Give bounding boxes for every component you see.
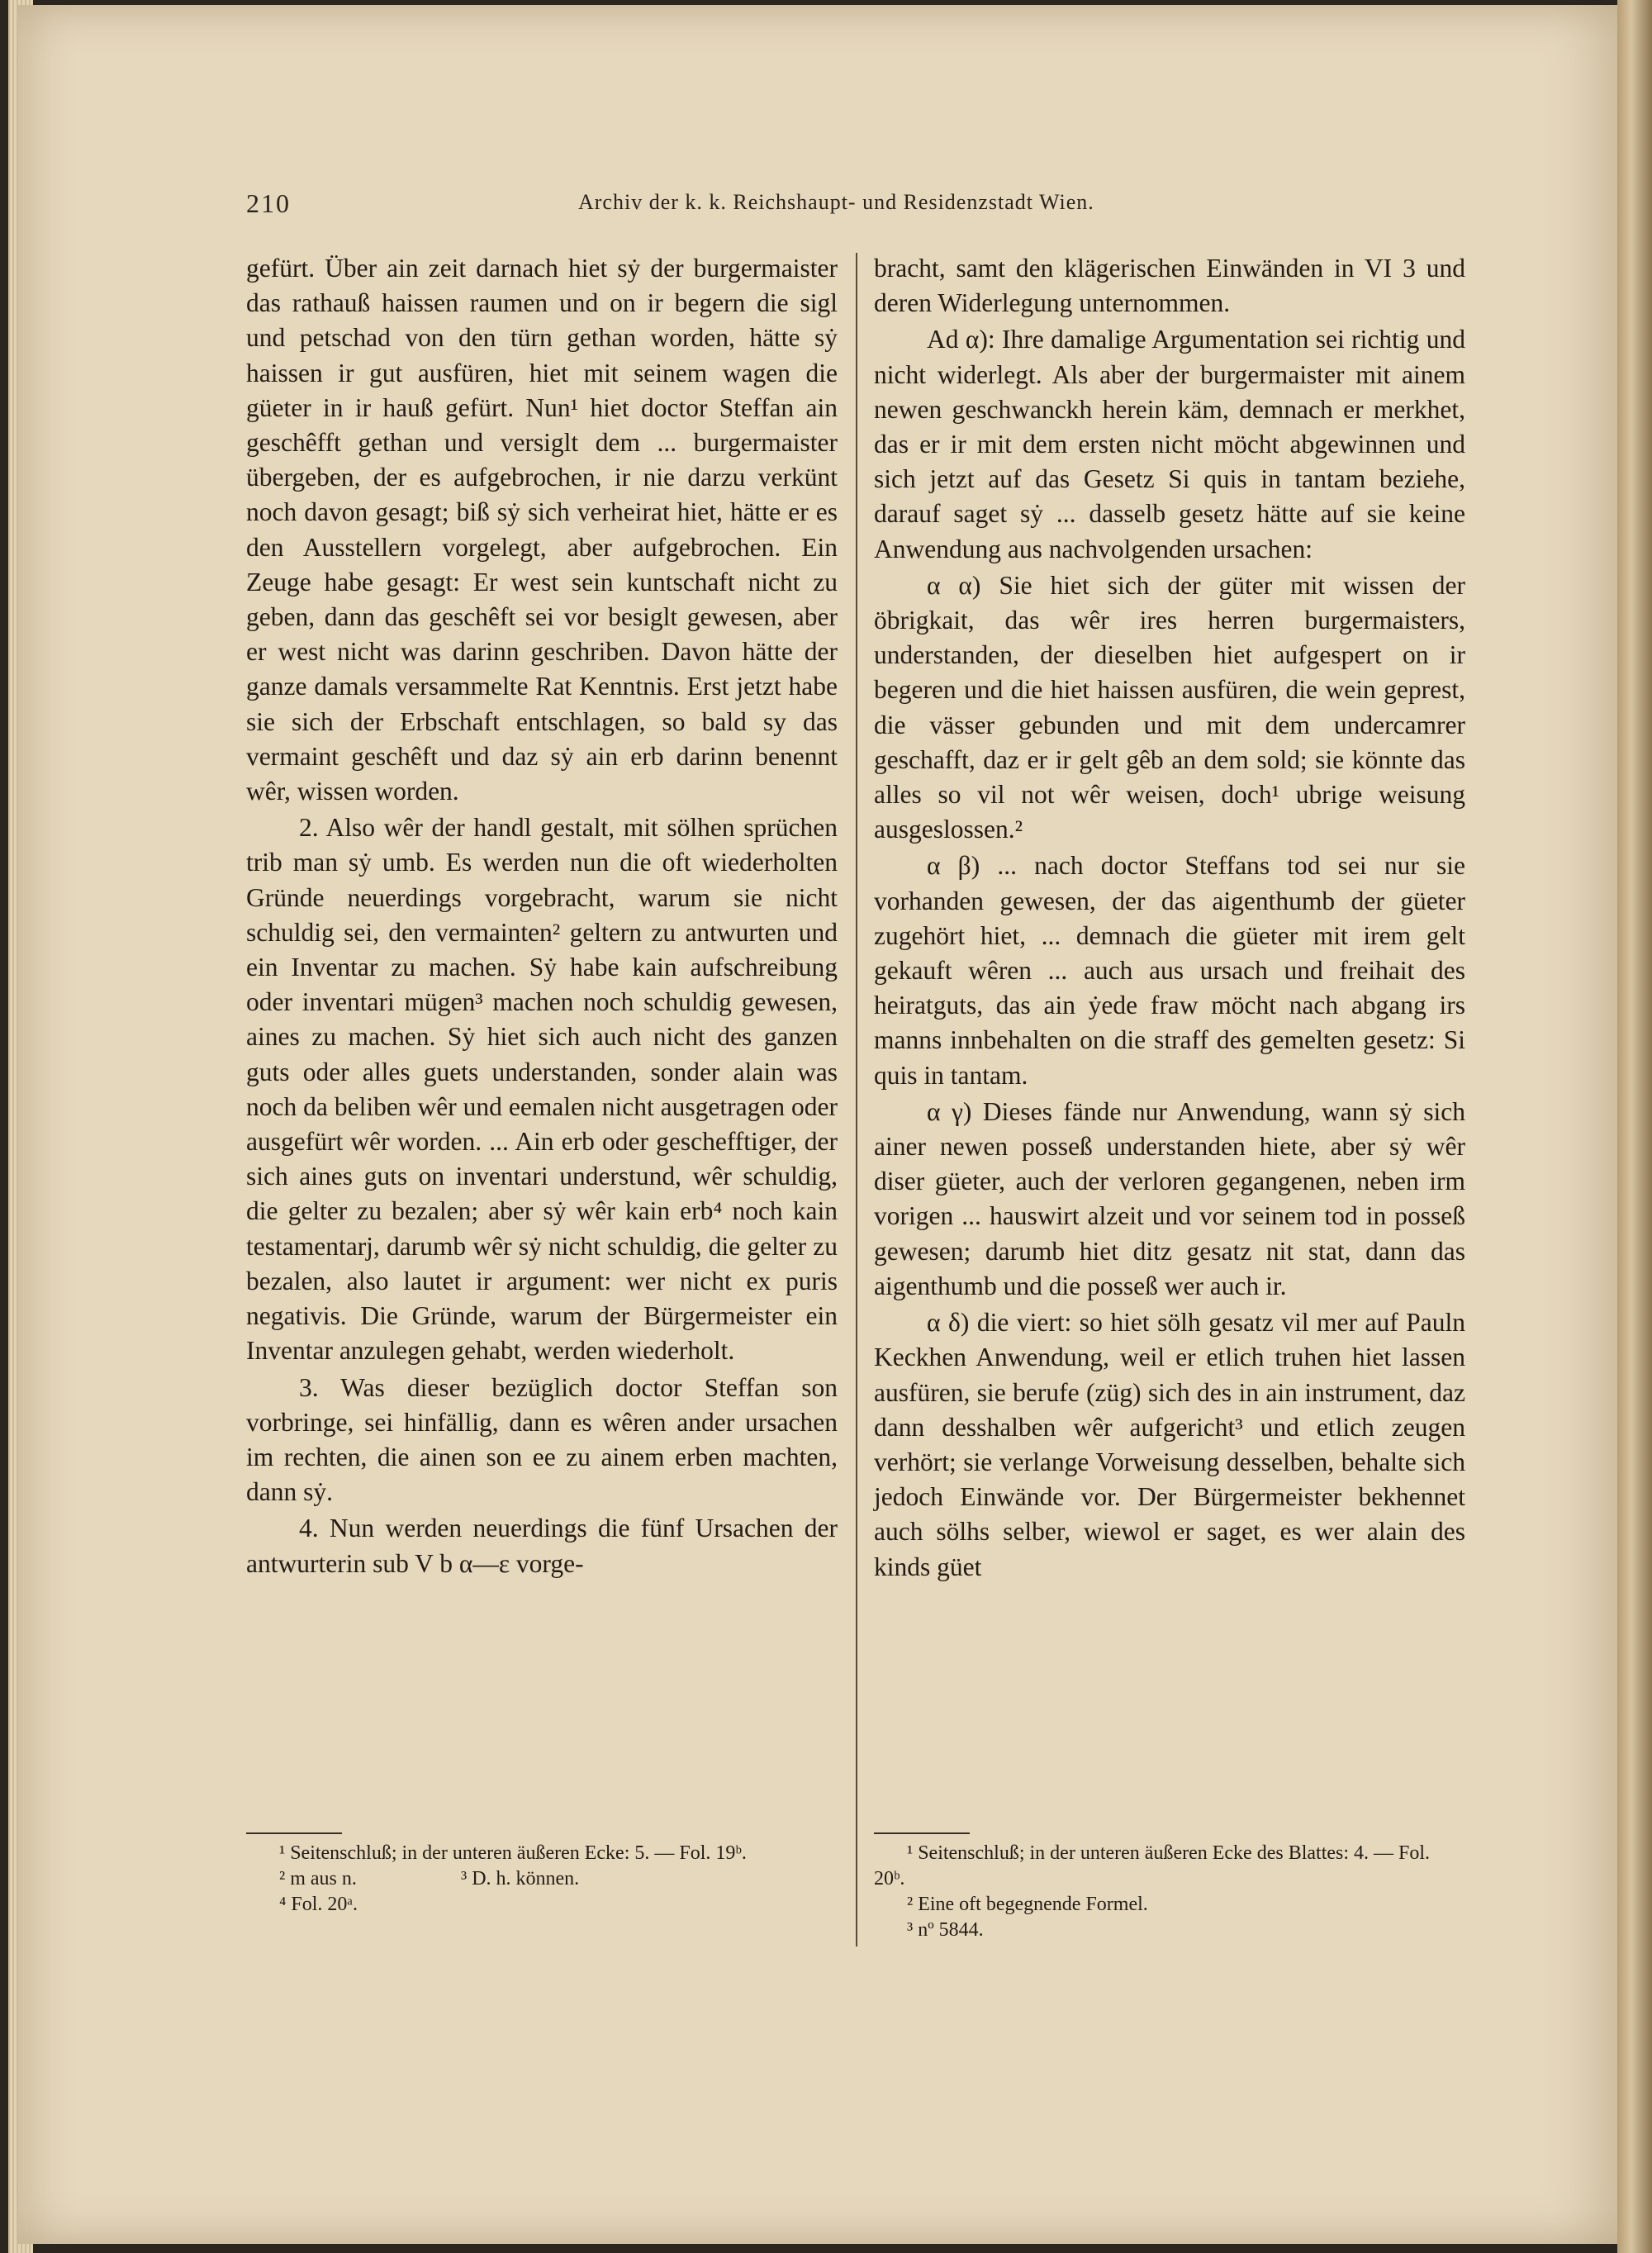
footnote: ⁴ Fol. 20ᵃ. bbox=[279, 1894, 358, 1915]
footnote: ³ D. h. können. bbox=[461, 1868, 580, 1889]
paragraph: α γ) Dieses fände nur Anwendung, wann sẏ sich ainer newen posseß understanden hiete, aber sẏ wêr diser güeter, auch der verloren gegangenen, neben irm vorigen ... hauswirt alzeit und vor seinem tod in posseß gewesen; darumb hiet ditz gesatz nit stat, dann das aigenthumb und die posseß wer auch ir. bbox=[874, 1096, 1465, 1300]
right-column bbox=[874, 251, 1465, 1585]
paragraph: α α) Sie hiet sich der güter mit wissen der öbrigkait, das wêr ires herren burgermaisters, understanden, der dieselben hiet aufgespert on ir begeren und die hiet haissen ausfüren, die wein geprest, die vässer gebunden und mit dem undercamrer geschafft, daz er ir gelt gêb an dem sold; sie könnte das alles so vil not wêr weisen, doch¹ ubrige weisung ausgeslossen.² bbox=[874, 570, 1465, 844]
footnote-rule-right bbox=[874, 1832, 970, 1834]
footnote: ¹ Seitenschluß; in der unteren äußeren Ecke des Blattes: 4. — Fol. 20ᵇ. bbox=[874, 1842, 1431, 1889]
footnotes-left bbox=[246, 1841, 838, 1918]
paragraph: Ad α): Ihre damalige Argumentation sei richtig und nicht widerlegt. Als aber der burgermaister mit ainem newen geschwanckh herein käm, demnach er merkhet, das er ir mit dem ersten nicht möcht abgewinnen und sich jetzt auf das Gesetz Si quis in tantam beziehe, darauf saget sẏ ... dasselb gesetz hätte auf sie keine Anwendung aus nachvolgenden ursachen: bbox=[874, 325, 1465, 563]
paragraph: gefürt. Über ain zeit darnach hiet sẏ der burgermaister das rathauß haissen raumen und on ir begern die sigl und petschad von den türn gethan worden, hätte sẏ haissen ir gut ausfüren, hiet mit seinem wagen die güeter in ir hauß gefürt. Nun¹ hiet doctor Steffan ain geschêfft gethan und versiglt dem ... burgermaister übergeben, der es aufgebrochen, ir nie darzu verkünt noch davon gesagt; biß sẏ sich verheirat hiet, hätte er es den Ausstellern vorgelegt, aber aufgebrochen. Ein Zeuge habe gesagt: Er west sein kuntschaft nicht zu geben, dann das geschêft sei vor besiglt gewesen, aber er west nicht was darinn geschriben. Davon hätte der ganze damals versammelte Rat Kenntnis. Erst jetzt habe sie sich der Erbschaft entschlagen, so bald sy das vermaint geschêft und daz sẏ ain erb darinn benennt wêr, wissen worden. bbox=[246, 254, 838, 806]
footnotes-right bbox=[874, 1841, 1465, 1943]
footnote: ³ nº 5844. bbox=[907, 1919, 984, 1941]
column-divider bbox=[856, 253, 857, 1946]
footnote-rule-left bbox=[246, 1832, 342, 1834]
footnote: ² Eine oft begegnende Formel. bbox=[907, 1894, 1148, 1915]
paragraph: 2. Also wêr der handl gestalt, mit sölhen sprüchen trib man sẏ umb. Es werden nun die oft wiederholten Gründe neuerdings vorgebracht, warum sie nicht schuldig sei, den vermainten² geltern zu antwurten und ein Inventar zu machen. Sẏ habe kain aufschreibung oder inventari mügen³ machen noch schuldig gewesen, aines zu machen. Sẏ hiet sich auch nicht des ganzen guts oder alles guets understanden, sonder alain was noch da beliben wêr und eemalen nicht ausgetragen oder ausgefürt wêr worden. ... Ain erb oder geschefftiger, der sich aines guts on inventari understund, wêr schuldig, die gelter zu bezalen; aber sẏ wêr kain erb⁴ noch kain testamentarj, darumb wêr sẏ nicht schuldig, die gelter zu bezalen, also lautet ir argument: wer nicht ex puris negativis. Die Gründe, warum der Bürgermeister ein Inventar anzulegen gehabt, werden wiederholt. bbox=[246, 813, 838, 1366]
footnote: ¹ Seitenschluß; in der unteren äußeren Ecke: 5. — Fol. 19ᵇ. bbox=[279, 1842, 747, 1864]
paragraph: bracht, samt den klägerischen Einwänden in VI 3 und deren Widerlegung unternommen. bbox=[874, 254, 1465, 318]
page-header bbox=[0, 188, 1652, 221]
book-spine-edge bbox=[1617, 0, 1652, 2253]
running-title: Archiv der k. k. Reichshaupt- und Residenzstadt Wien. bbox=[578, 190, 1094, 214]
paragraph: α δ) die viert: so hiet sölh gesatz vil mer auf Pauln Keckhen Anwendung, weil er etlich truhen hiet lassen ausfüren, sie berufe (züg) sich des in ain instrument, daz dann desshalben wêr aufgericht³ und etlich zeugen verhört; sie verlange Vorweisung desselben, behalte sich jedoch Einwände vor. Der Bürgermeister bekhennet auch sölhs selber, wiewol er saget, es wer alain des kinds güet bbox=[874, 1308, 1465, 1581]
page-number: 210 bbox=[246, 188, 291, 218]
paragraph: 4. Nun werden neuerdings die fünf Ursachen der antwurterin sub V b α—ε vorge- bbox=[246, 1514, 838, 1578]
footnote: ² m aus n. bbox=[279, 1868, 357, 1889]
paragraph: 3. Was dieser bezüglich doctor Steffan son vorbringe, sei hinfällig, dann es wêren ander ursachen im rechten, die ainen son ee zu ainem erben machten, dann sẏ. bbox=[246, 1372, 838, 1507]
paragraph: α β) ... nach doctor Steffans tod sei nur sie vorhanden gewesen, der das aigenthumb der güeter zugehört hiet, ... demnach die güeter mit irem gelt gekauft wêren ... auch aus ursach und freihait des heiratguts, das ain ẏede fraw möcht nach abgang irs manns innbehalten on die straff des gemelten gesetz: Si quis in tantam. bbox=[874, 851, 1465, 1090]
left-column bbox=[246, 251, 838, 1581]
